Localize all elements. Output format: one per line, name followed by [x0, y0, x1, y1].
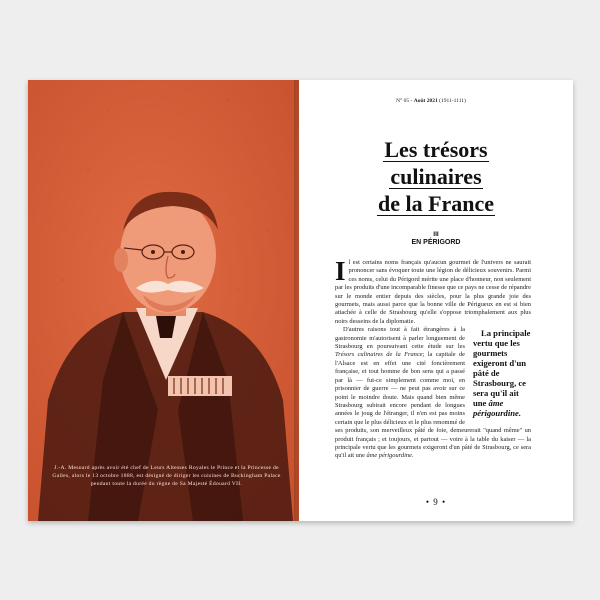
portrait-photo [28, 80, 299, 521]
section-number: III [433, 231, 439, 238]
article-body [335, 256, 531, 461]
paragraph-text: . [411, 452, 414, 460]
left-page [28, 80, 299, 521]
section-title: EN PÉRIGORD [411, 239, 461, 246]
running-head-suffix: (1911-1111) [439, 98, 466, 104]
paragraph-text: D'autres raisons tout à fait étrangères à la gastronomie m'autorisent à parler longuement de Strasbourg en poursuivant cette étude sur les [335, 326, 465, 351]
pull-quote-text: La principale vertu que les gourmets exigeront d'un pâté de Strasbourg, ce sera qu'il ait une [473, 328, 531, 409]
magazine-spread [28, 80, 573, 521]
pull-quote [473, 328, 531, 418]
book-title: Trésors culinaires de la France [335, 351, 423, 359]
right-page [299, 80, 573, 521]
page-number: • 9 • [425, 497, 447, 507]
photo-caption: J.-A. Mesnard après avoir été chef de Leurs Altesses Royales le Prince et la Princesse de Galles, alors le 13 octobre 1888, est désigné de diriger les cuisines de Buckingham Palace pendant toute la durée du règne de Sa Majesté Édouard VII. [52, 465, 281, 487]
title-line: de la France [377, 191, 495, 216]
running-head-date: Août 2021 [413, 98, 438, 104]
title-line: Les trésors [384, 137, 488, 162]
article-title [299, 136, 573, 217]
paragraph-text: l est certains noms français qu'aucun gourmet de l'univers ne saurait prononcer sans évoquer toute une légion de délicieux souvenirs. Parmi ces noms, celui du Périgord mérite une place d'honneur, non seulement par les produits d'une incomparable finesse que ce pays ne cesse de répandre sur le monde entier depuis des siècles, pour la plus grande joie des gourmets, mais aussi parce que la bonne ville de Périgueux en est si bien attachée à celle de Strasbourg qu'elle s'oppose triomphalement aux plus noirs desseins de la diplomatie. [335, 259, 531, 325]
paragraph-text: ; la capitale de l'Alsace est en effet une cité foncièrement française, et tout homme de bon sens qui a passé par là — fut-ce simplement comme moi, en prisonnier de guerre — ne peut pas avoir sur ce point le moindre doute. Mais quand bien même Strasbourg subirait encore pendant de longues années le joug de l'étranger, il n'en est pas moins certain que le plus délicieux et le plus renommé de ses produits, son merveilleux pâté de foie, demeurerait "quand même" un produit français ; et toujours, et partout — voire à la table du kaiser — la principale vertu que les gourmets exigeront d'un pâté de Strasbourg, ce sera qu'il ait une [335, 351, 531, 460]
paragraph [335, 256, 531, 326]
paragraph [335, 326, 531, 461]
title-line: culinaires [390, 164, 482, 189]
drop-cap: I [335, 256, 346, 286]
emphasis: âme périgourdine [366, 452, 412, 460]
running-head [299, 98, 563, 104]
pull-quote-italic: âme périgourdine. [473, 398, 521, 419]
running-head-prefix: N° 05 - [396, 98, 413, 104]
